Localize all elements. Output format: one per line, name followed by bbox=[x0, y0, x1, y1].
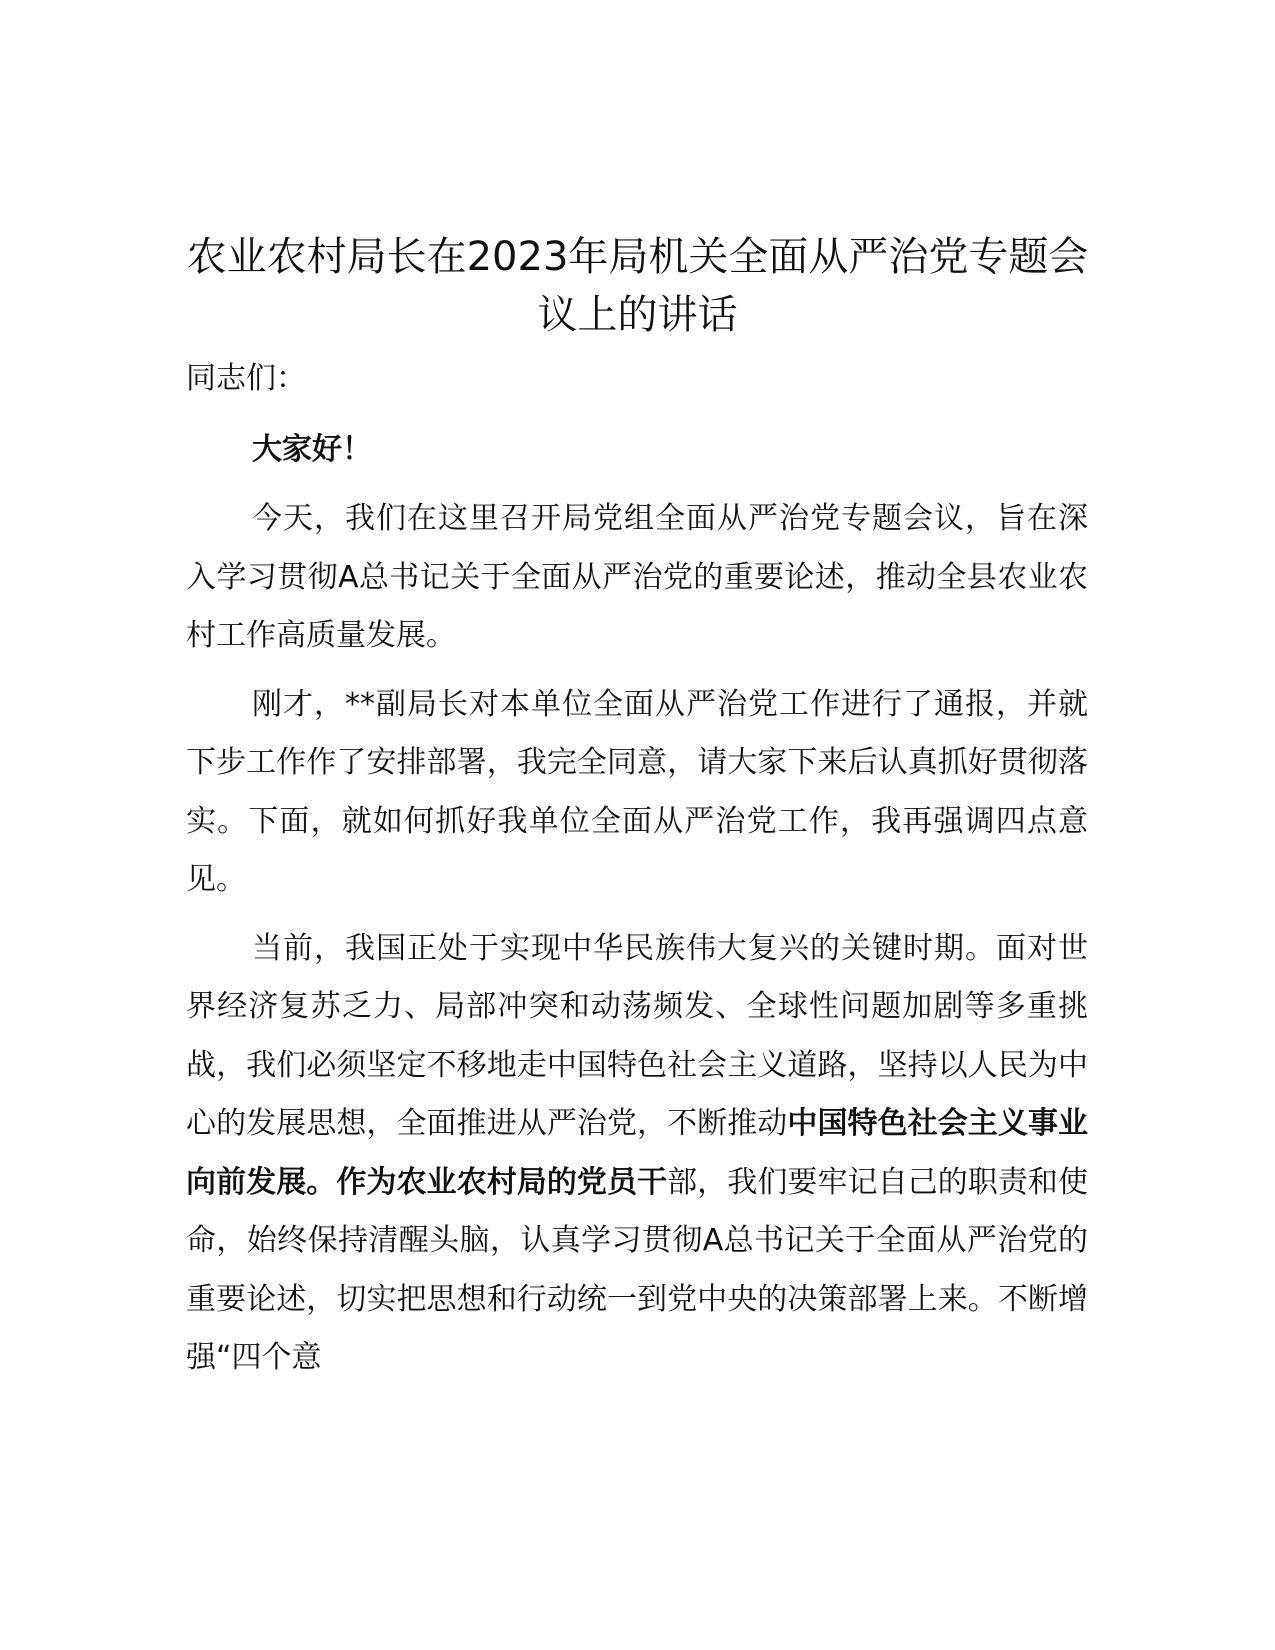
paragraph-2: 刚才，**副局长对本单位全面从严治党工作进行了通报，并就下步工作作了安排部署，我完全同意，请大家下来后认真抓好贯彻落实。下面，就如何抓好我单位全面从严治党工作，我再强调四点意见。 bbox=[186, 686, 1088, 897]
greeting: 大家好！ bbox=[252, 432, 372, 467]
document-title: 农业农村局长在2023年局机关全面从严治党专题会议上的讲话 bbox=[186, 234, 1089, 338]
paragraph-3-part-1: 当前，我国正处于实现中华民族伟大复兴的关键时期。面对世界经济复苏乏力、局部冲突和动荡频发、全球性问题加剧等多重挑战，我们必须坚定不移地走中国特色社会主义道路，坚持以人民为中心的发展思想，全面推进从严治党，不断推动 bbox=[186, 930, 1088, 1141]
body-text bbox=[186, 490, 1088, 1398]
paragraph-3-bold-part: 中国特色社会主义事业向前发展。作为农业农村局的党员干 bbox=[186, 1106, 1089, 1200]
paragraph-3-part-2: 部，我们要牢记自己的职责和使命，始终保持清醒头脑，认真学习贯彻A总书记关于全面从严治党的重要论述，切实把思想和行动统一到党中央的决策部署上来。不断增强“四个意 bbox=[186, 1164, 1089, 1375]
salutation: 同志们： bbox=[186, 361, 306, 396]
paragraph-1: 今天，我们在这里召开局党组全面从严治党专题会议，旨在深入学习贯彻A总书记关于全面从严治党的重要论述，推动全县农业农村工作高质量发展。 bbox=[186, 501, 1088, 653]
paragraph-3 bbox=[186, 920, 1088, 1388]
